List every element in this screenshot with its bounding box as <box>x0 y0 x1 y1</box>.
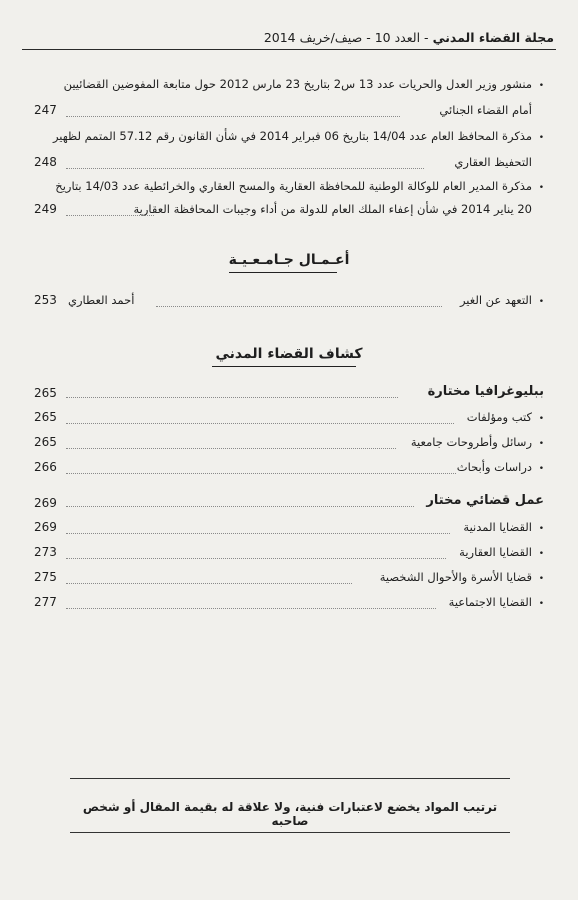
footer-note: ترتيب المواد يخضع لاعتبارات فنية، ولا علاقة له بقيمة المقال أو شخص صاحبه <box>82 800 498 828</box>
bullet: • <box>538 549 544 559</box>
leader-dots <box>66 473 456 474</box>
leader-dots <box>66 533 450 534</box>
page-number: 275 <box>34 570 57 584</box>
leader-dots <box>66 423 454 424</box>
leader-dots <box>66 448 396 449</box>
page-number: 249 <box>34 202 57 216</box>
page-number: 266 <box>34 460 57 474</box>
footer-rule-bottom <box>70 832 510 833</box>
toc-entry-text: دراسات وأبحاث <box>456 460 532 474</box>
section-heading-judicial: عمل قضائي مختار <box>426 493 544 508</box>
toc-entry-text: قضايا الأسرة والأحوال الشخصية <box>379 570 532 584</box>
bullet: • <box>538 439 544 449</box>
toc-entry-text: مذكرة المدير العام للوكالة الوطنية للمحافظة العقارية والمسح العقاري والخرائطية عدد 14/03 بتاريخ <box>55 179 532 193</box>
bullet: • <box>538 464 544 474</box>
author-name: أحمد العطاري <box>68 293 135 307</box>
toc-entry-text: أمام القضاء الجنائي <box>439 103 532 117</box>
toc-entry-text: كتب ومؤلفات <box>466 410 532 424</box>
footer-note-box <box>70 778 510 833</box>
page-number: 253 <box>34 293 57 307</box>
title-underline <box>212 366 356 367</box>
toc-entry-text: القضايا الاجتماعية <box>448 595 532 609</box>
page-number: 269 <box>34 520 57 534</box>
leader-dots <box>66 506 414 507</box>
leader-dots <box>66 558 446 559</box>
toc-entry-text: رسائل وأطروحات جامعية <box>410 435 532 449</box>
page-number: 247 <box>34 103 57 117</box>
bullet: • <box>538 81 544 91</box>
toc-entry-text: 20 يناير 2014 في شأن إعفاء الملك العام للدولة من أداء وجيبات المحافظة العقارية <box>133 202 532 216</box>
bullet: • <box>538 183 544 193</box>
header-separator: - <box>424 29 429 45</box>
bullet: • <box>538 414 544 424</box>
toc-entry-text: القضايا المدنية <box>463 520 532 534</box>
page-number: 269 <box>34 496 57 510</box>
journal-title: مجلة القضاء المدني <box>432 29 554 45</box>
leader-dots <box>156 306 442 307</box>
bullet: • <box>538 297 544 307</box>
leader-dots <box>66 397 398 398</box>
title-underline <box>229 272 337 273</box>
bullet: • <box>538 524 544 534</box>
page-number: 277 <box>34 595 57 609</box>
toc-entry-text: التحفيظ العقاري <box>454 155 532 169</box>
toc-entry-text: مذكرة المحافظ العام عدد 14/04 بتاريخ 06 فبراير 2014 في شأن القانون رقم 57.12 المتمم لظهير <box>52 129 532 143</box>
toc-entry-text: منشور وزير العدل والحريات عدد 13 س2 بتاريخ 23 مارس 2012 حول متابعة المفوضين القضائيين <box>63 77 532 91</box>
header-separator: - <box>366 29 371 45</box>
section-heading-bibliography: ببليوغرافيا مختارة <box>427 384 544 399</box>
section-title-index: كشاف القضاء المدني <box>215 346 363 362</box>
bullet: • <box>538 599 544 609</box>
running-header <box>24 28 554 46</box>
leader-dots <box>66 608 436 609</box>
header-rule <box>22 49 556 50</box>
toc-entry-text: القضايا العقارية <box>459 545 532 559</box>
issue-number: العدد 10 <box>374 29 421 45</box>
bullet: • <box>538 133 544 143</box>
bullet: • <box>538 574 544 584</box>
leader-dots <box>66 215 154 216</box>
leader-dots <box>66 116 400 117</box>
section-title-academic: أعـمـال جـامـعـيـة <box>228 252 350 268</box>
page-number: 265 <box>34 435 57 449</box>
page-number: 265 <box>34 410 57 424</box>
leader-dots <box>66 583 352 584</box>
page-number: 248 <box>34 155 57 169</box>
page-number: 273 <box>34 545 57 559</box>
page-number: 265 <box>34 386 57 400</box>
footer-rule-top <box>70 778 510 779</box>
toc-entry-text: التعهد عن الغير <box>459 293 532 307</box>
leader-dots <box>66 168 424 169</box>
issue-season: صيف/خريف 2014 <box>263 29 363 45</box>
